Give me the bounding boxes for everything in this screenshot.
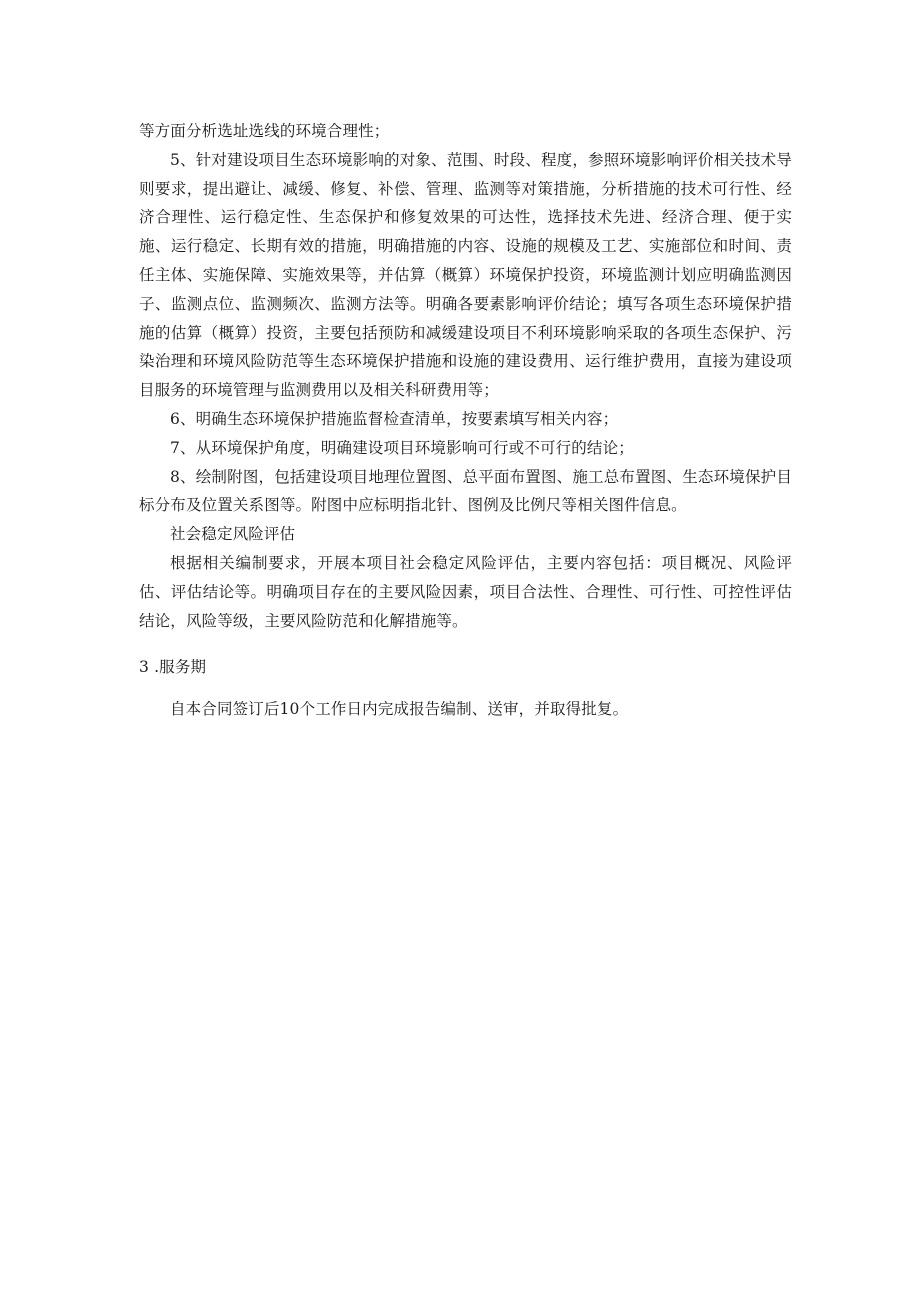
paragraph-item-6: 6、明确生态环境保护措施监督检查清单，按要素填写相关内容； (170, 409, 619, 428)
paragraph-item-8: 8、绘制附图，包括建设项目地理位置图、总平面布置图、施工总布置图、生态环境保护目标分布及位置关系图等。附图中应标明指北针、图例及比例尺等相关图件信息。 (139, 467, 792, 515)
subheading-social-risk: 社会稳定风险评估 (170, 525, 296, 544)
paragraph-item-5: 5、针对建设项目生态环境影响的对象、范围、时段、程度，参照环境影响评价相关技术导则要求，提出避让、减缓、修复、补偿、管理、监测等对策措施，分析措施的技术可行性、经济合理性、运行稳定性、生态保护和修复效果的可达性，选择技术先进、经济合理、便于实施、运行稳定、长期有效的措施，明确措施的内容、设施的规模及工艺、实施部位和时间、责任主体、实施保障、实施效果等，并估算（概算）环境保护投资，环境监测计划应明确监测因子、监测点位、监测频次、监测方法等。明确各要素影响评价结论；填写各项生态环境保护措施的估算（概算）投资，主要包括预防和减缓建设项目不利环境影响采取的各项生态保护、污染治理和环境风险防范等生态环境保护措施和设施的建设费用、运行维护费用，直接为建设项目服务的环境管理与监测费用以及相关科研费用等； (139, 150, 792, 400)
paragraph-item-7: 7、从环境保护角度，明确建设项目环境影响可行或不可行的结论； (170, 438, 634, 457)
section-title-service-period: 3 .服务期 (139, 658, 207, 677)
paragraph-continuation: 等方面分析选址选线的环境合理性； (139, 122, 390, 140)
document-body (139, 117, 792, 724)
paragraph-social-risk: 根据相关编制要求，开展本项目社会稳定风险评估，主要内容包括：项目概况、风险评估、评估结论等。明确项目存在的主要风险因素，项目合法性、合理性、可行性、可控性评估结论，风险等级，主要风险防范和化解措施等。 (139, 553, 792, 630)
paragraph-service-period: 自本合同签订后10个工作日内完成报告编制、送审，并取得批复。 (170, 700, 629, 719)
